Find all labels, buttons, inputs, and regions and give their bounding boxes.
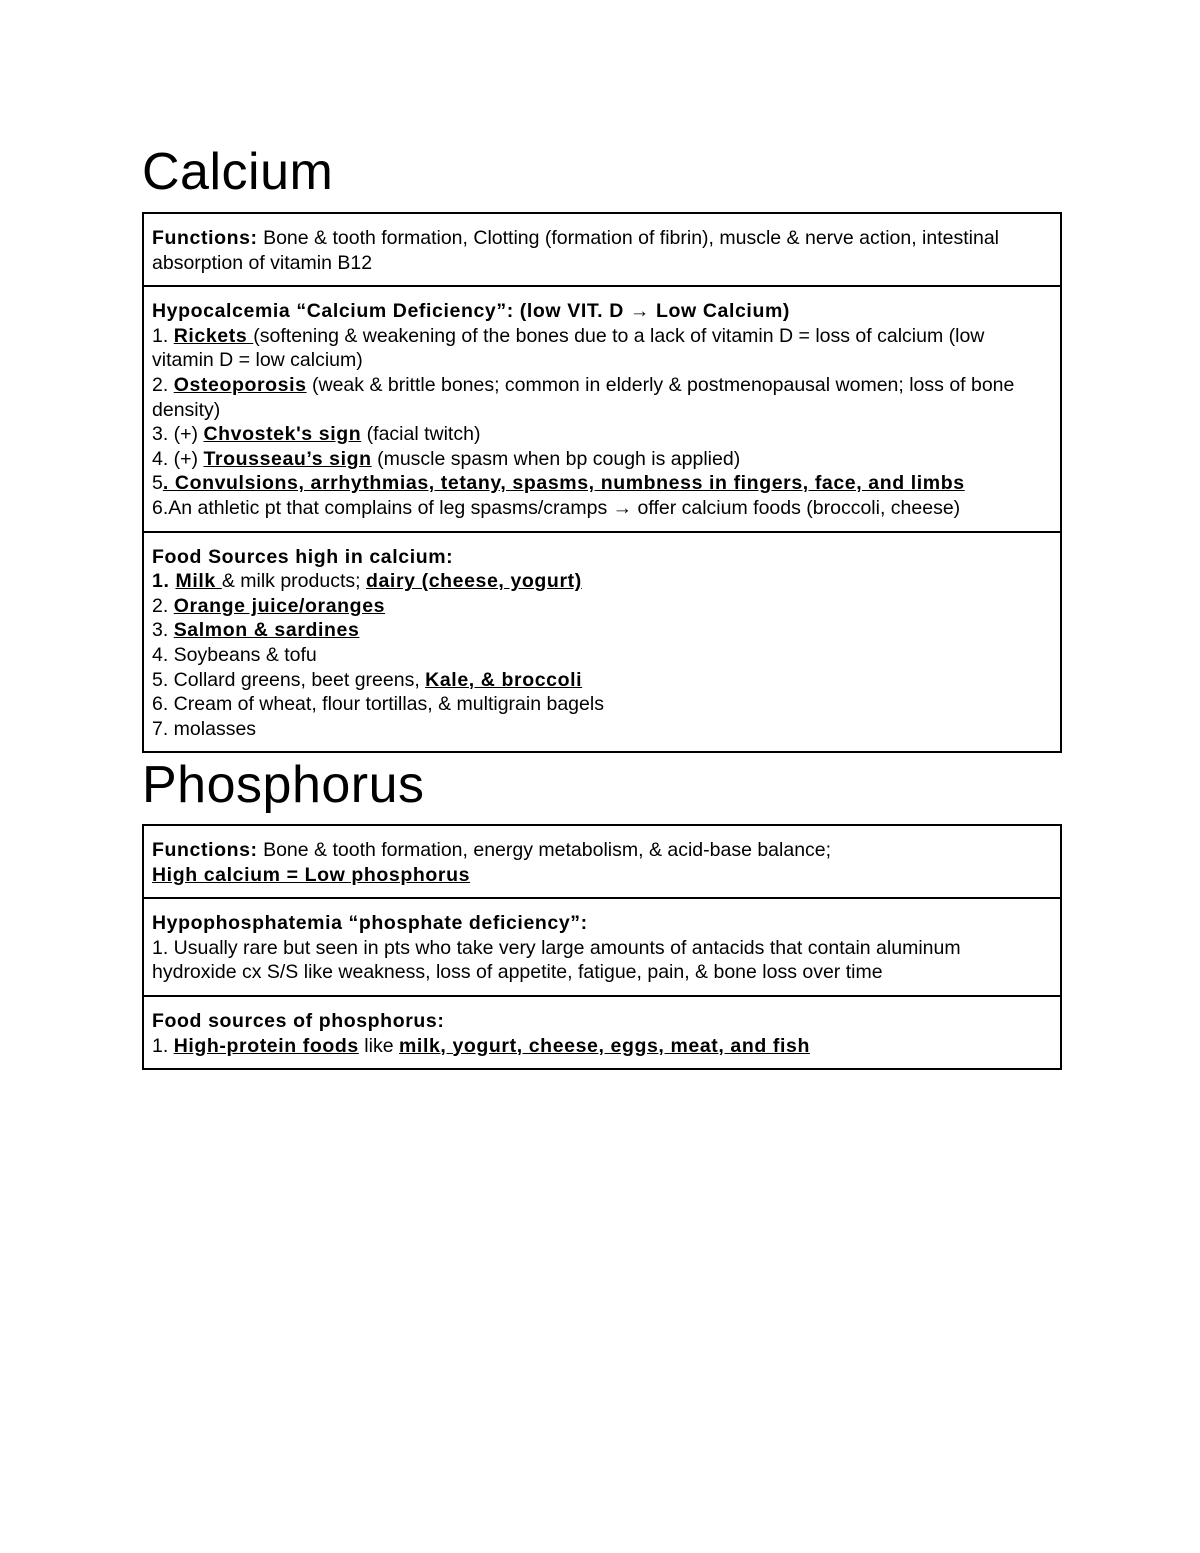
phosphorus-table [142,824,1062,1070]
calcium-food-item-5: 5. Collard greens, beet greens, Kale, & broccoli [152,668,583,691]
phosphorus-functions-cell [144,826,1060,897]
calcium-food-item-2: 2. Orange juice/oranges [152,594,386,617]
hypophosphatemia-heading: Hypophosphatemia “phosphate deficiency”: [152,912,588,935]
hypocalcemia-item-5: 5. Convulsions, arrhythmias, tetany, spasms, numbness in fingers, face, and limbs [152,472,965,495]
hypophosphatemia-cell [144,897,1060,995]
calcium-title: Calcium [142,143,334,201]
calcium-food-item-6: 6. Cream of wheat, flour tortillas, & multigrain bagels [152,693,604,716]
hypocalcemia-item-6: 6.An athletic pt that complains of leg spasms/cramps → offer calcium foods (broccoli, cheese) [152,496,961,519]
calcium-table [142,212,1062,753]
calcium-food-item-1: 1. Milk & milk products; dairy (cheese, yogurt) [152,570,582,593]
calcium-food-heading: Food Sources high in calcium: [152,545,454,568]
calcium-functions-cell [144,214,1060,285]
phosphorus-food-sources-cell [144,995,1060,1068]
hypocalcemia-item-1: 1. Rickets (softening & weakening of the bones due to a lack of vitamin D = loss of calcium (low vitamin D = low calcium) [152,324,985,372]
phosphorus-food-item-1: 1. High-protein foods like milk, yogurt, cheese, eggs, meat, and fish [152,1034,810,1057]
hypophosphatemia-item-1: 1. Usually rare but seen in pts who take very large amounts of antacids that contain aluminum hydroxide cx S/S like weakness, loss of appetite, fatigue, pain, & bone loss over time [152,936,961,984]
hypocalcemia-item-4: 4. (+) Trousseau’s sign (muscle spasm when bp cough is applied) [152,447,741,470]
calcium-food-sources-cell [144,531,1060,752]
calcium-food-item-7: 7. molasses [152,717,257,740]
calcium-food-item-3: 3. Salmon & sardines [152,619,360,642]
hypocalcemia-item-3: 3. (+) Chvostek's sign (facial twitch) [152,423,481,446]
hypocalcemia-item-2: 2. Osteoporosis (weak & brittle bones; common in elderly & postmenopausal women; loss of bone density) [152,373,1015,421]
phosphorus-title: Phosphorus [142,756,425,814]
phosphorus-functions-note: High calcium = Low phosphorus [152,863,471,886]
hypocalcemia-cell [144,285,1060,530]
phosphorus-functions: Functions: Bone & tooth formation, energy metabolism, & acid-base balance; [152,839,832,861]
calcium-food-item-4: 4. Soybeans & tofu [152,643,317,666]
hypocalcemia-heading: Hypocalcemia “Calcium Deficiency”: (low VIT. D → Low Calcium) [152,300,790,323]
calcium-functions: Functions: Bone & tooth formation, Clotting (formation of fibrin), muscle & nerve action, intestinal absorption of vitamin B12 [152,227,1000,274]
phosphorus-food-heading: Food sources of phosphorus: [152,1009,445,1032]
